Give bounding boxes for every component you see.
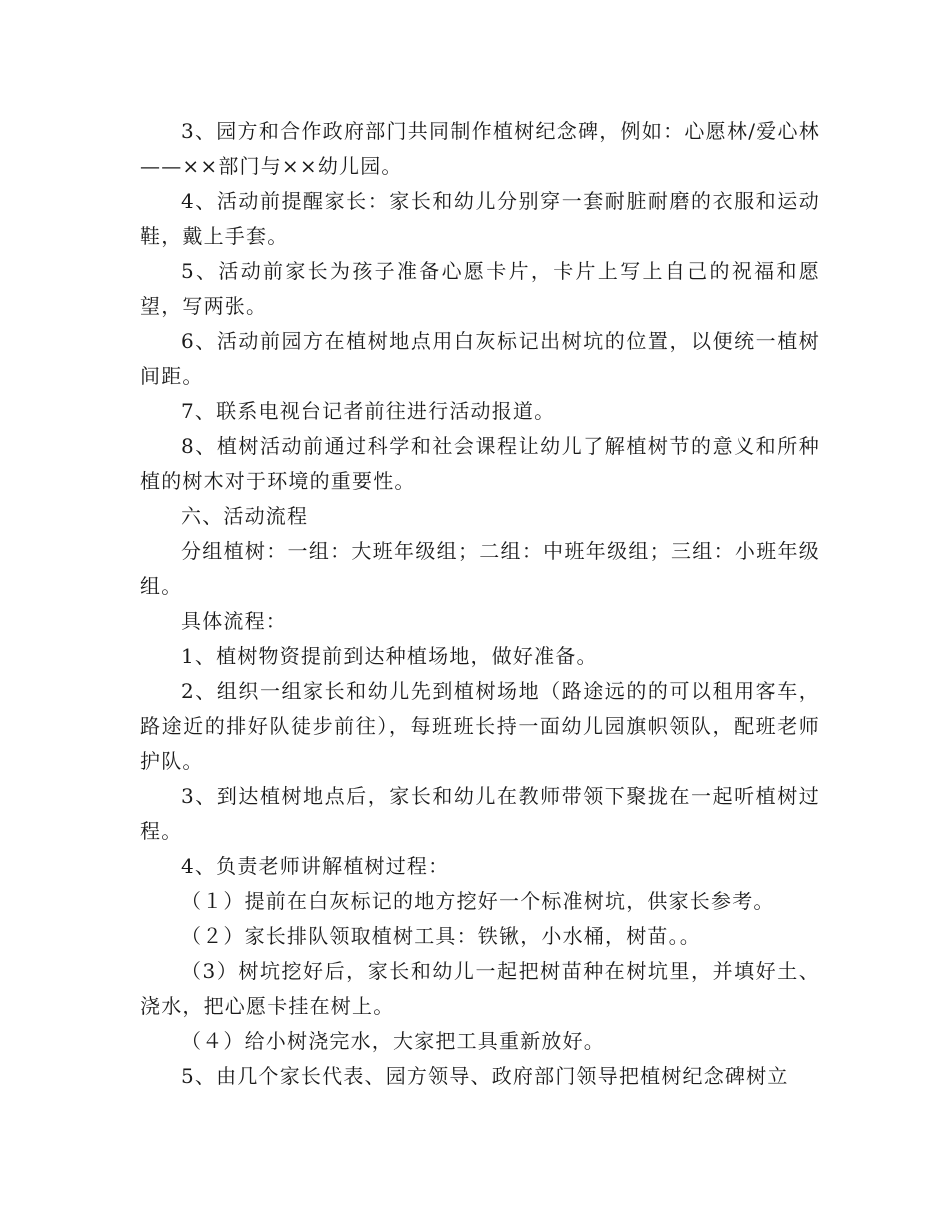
flow-step-5: 5、由几个家长代表、园方领导、政府部门领导把植树纪念碑树立 [181, 1064, 789, 1088]
paragraph-item-7: 7、联系电视台记者前往进行活动报道。 [181, 399, 556, 423]
section-heading-activity-flow: 六、活动流程 [181, 504, 309, 528]
flow-step-2: 2、组织一组家长和幼儿先到植树场地（路途远的的可以租用客车，路途近的排好队徒步前往），每班班长持一面幼儿园旗帜领队，配班老师护队。 [140, 679, 820, 773]
flow-substep-3: （3）树坑挖好后，家长和幼儿一起把树苗种在树坑里，并填好土、浇水，把心愿卡挂在树上。 [140, 959, 820, 1018]
document-body [140, 114, 820, 1094]
flow-step-4: 4、负责老师讲解植树过程： [181, 854, 450, 878]
flow-step-3: 3、到达植树地点后，家长和幼儿在教师带领下聚拢在一起听植树过程。 [140, 784, 820, 843]
flow-step-1: 1、植树物资提前到达种植场地，做好准备。 [181, 644, 598, 668]
paragraph-specific-flow-label: 具体流程： [181, 609, 287, 633]
flow-substep-2: （２）家长排队领取植树工具：铁锹，小水桶，树苗。。 [181, 924, 701, 948]
flow-substep-1: （１）提前在白灰标记的地方挖好一个标准树坑，供家长参考。 [181, 889, 775, 913]
paragraph-item-8: 8、植树活动前通过科学和社会课程让幼儿了解植树节的意义和所种植的树木对于环境的重要性。 [140, 434, 820, 493]
paragraph-item-5: 5、活动前家长为孩子准备心愿卡片，卡片上写上自己的祝福和愿望，写两张。 [140, 259, 820, 318]
paragraph-grouping: 分组植树：一组：大班年级组；二组：中班年级组；三组：小班年级组。 [140, 539, 820, 598]
flow-substep-4: （４）给小树浇完水，大家把工具重新放好。 [181, 1029, 605, 1053]
paragraph-item-3: 3、园方和合作政府部门共同制作植树纪念碑，例如：心愿林/爱心林——××部门与××幼儿园。 [140, 119, 820, 178]
paragraph-item-4: 4、活动前提醒家长：家长和幼儿分别穿一套耐脏耐磨的衣服和运动鞋，戴上手套。 [140, 189, 820, 248]
paragraph-item-6: 6、活动前园方在植树地点用白灰标记出树坑的位置，以便统一植树间距。 [140, 329, 820, 388]
